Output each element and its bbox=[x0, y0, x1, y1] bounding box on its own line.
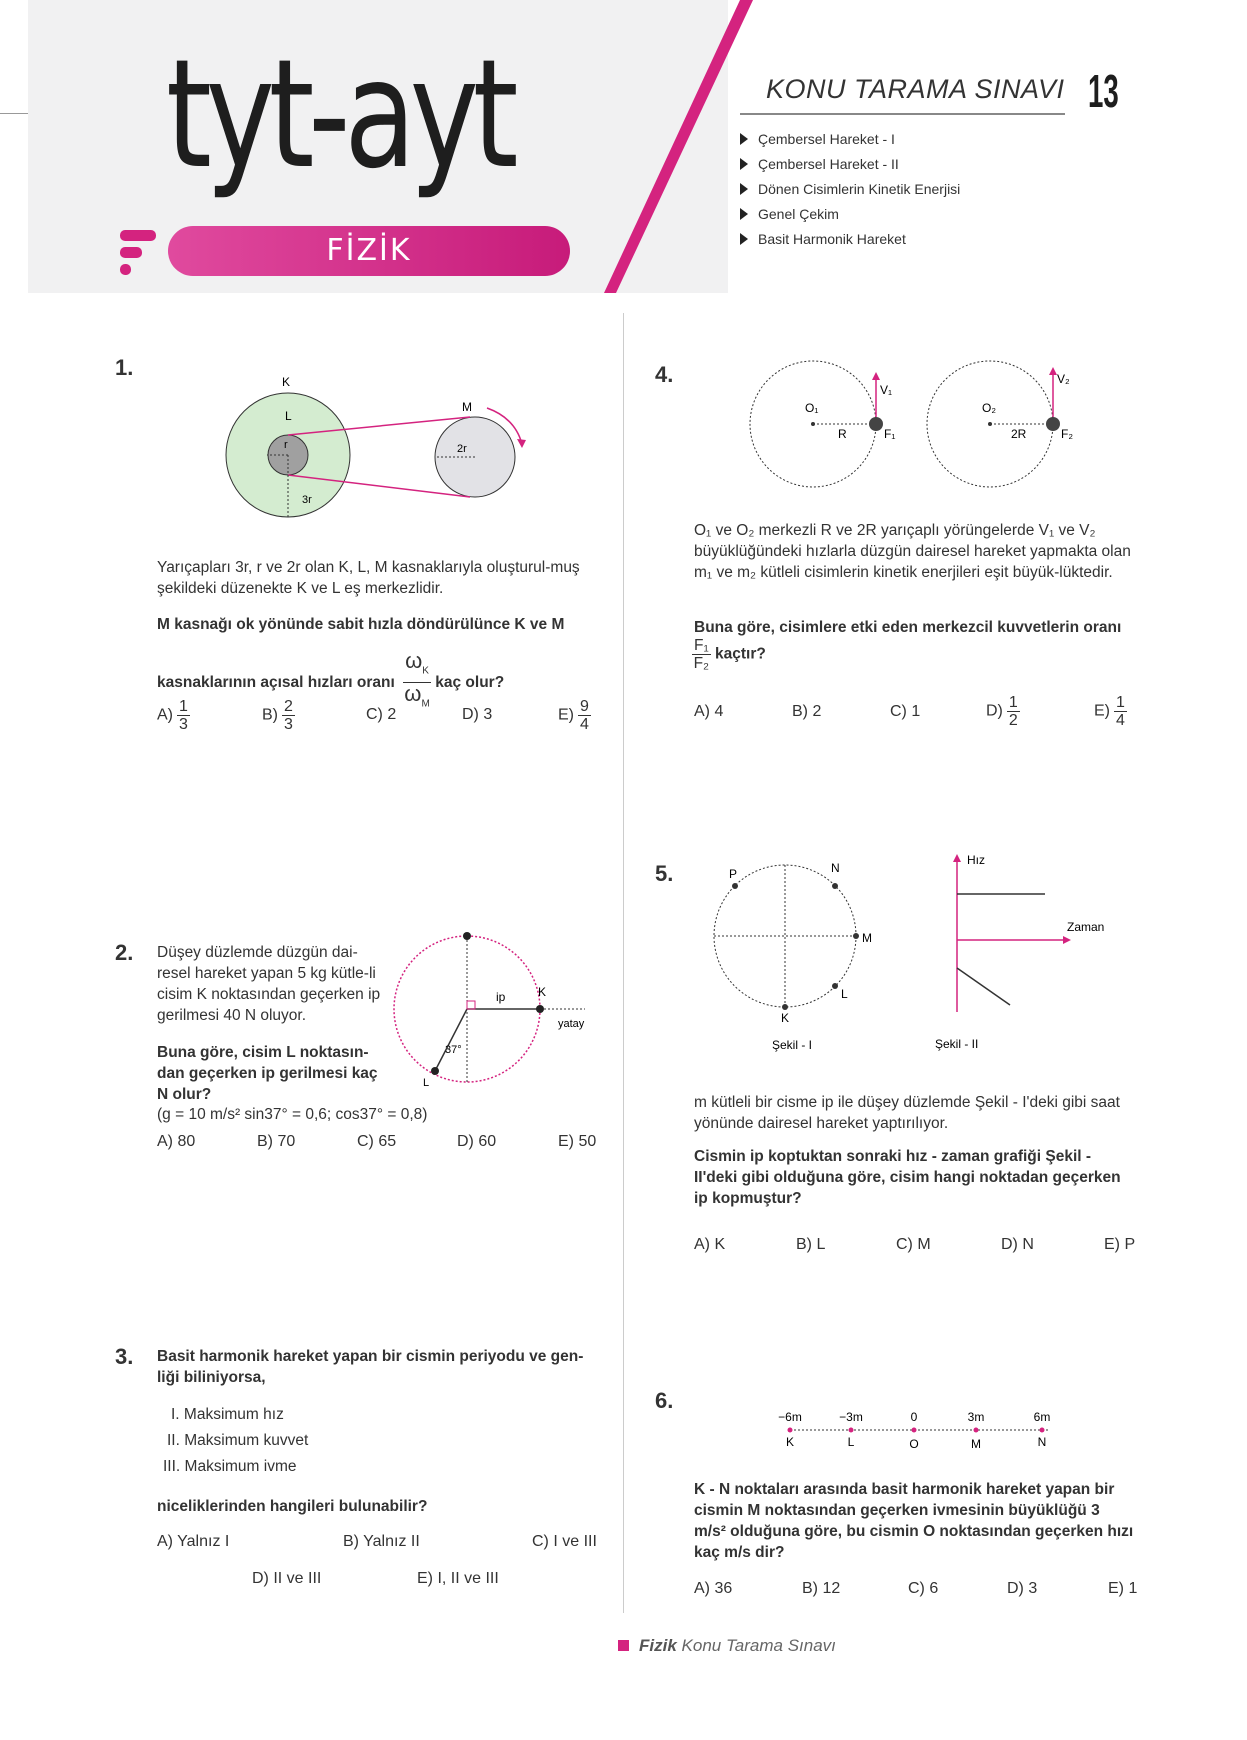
q5-option-a[interactable]: A) K bbox=[694, 1236, 726, 1253]
q1-option-b[interactable]: B) $\frac{2}{3}$ bbox=[262, 698, 293, 733]
q2-label-ip: ip bbox=[496, 990, 506, 1004]
q4-option-c[interactable]: C) 1 bbox=[890, 703, 921, 720]
q4-label-V1: V₁ bbox=[880, 383, 893, 397]
q6-option-b[interactable]: B) 12 bbox=[802, 1580, 841, 1597]
q2-text3: (g = 10 m/s² sin37° = 0,6; cos37° = 0,8) bbox=[157, 1106, 428, 1123]
q6-text1: K - N noktaları arasında basit harmonik hareket yapan bir cismin M noktasından geçerken ivmesinin büyüklüğü 3 m/s² olduğuna göre, bu cismin O noktasından geçerken hızı kaç m/s dir? bbox=[694, 1481, 1134, 1561]
q1-text3-row: kasnaklarının açısal hızları oranı $\frac{\omega_K}{\omega_M}$ kaç olur? bbox=[157, 650, 597, 716]
q1-label-3r: 3r bbox=[302, 494, 312, 506]
subject-pill: FİZİK bbox=[168, 226, 570, 276]
q2-option-a[interactable]: A) 80 bbox=[157, 1133, 196, 1150]
page-footer: Fizik Konu Tarama Sınavı bbox=[618, 1636, 836, 1656]
triangle-bullet-icon bbox=[740, 133, 748, 145]
q4-number: 4. bbox=[655, 362, 674, 387]
q2-option-b[interactable]: B) 70 bbox=[257, 1133, 296, 1150]
header-rule-left bbox=[0, 113, 28, 114]
q4-option-a[interactable]: A) 4 bbox=[694, 703, 724, 720]
q4-label-F2: F₂ bbox=[1061, 427, 1073, 441]
q1-label-M: M bbox=[462, 400, 472, 414]
q4-option-b[interactable]: B) 2 bbox=[792, 703, 822, 720]
q6-option-a[interactable]: A) 36 bbox=[694, 1580, 733, 1597]
q1-text1: Yarıçapları 3r, r ve 2r olan K, L, M kasnaklarıyla oluşturul-muş şekildeki düzenekte K ve L eş merkezlidir. bbox=[157, 559, 580, 597]
topic-item: Genel Çekim bbox=[740, 205, 960, 230]
q4-label-F1: F₁ bbox=[884, 427, 896, 441]
q5-number: 5. bbox=[655, 861, 674, 886]
q4-text2: Buna göre, cisimlere etki eden merkezcil kuvvetlerin oranı bbox=[694, 619, 1122, 636]
q6-number: 6. bbox=[655, 1388, 674, 1413]
q4-label-R: R bbox=[838, 427, 847, 441]
svg-text:3m: 3m bbox=[967, 1410, 985, 1424]
q5-label-K: K bbox=[781, 1011, 790, 1025]
q6-ticks bbox=[778, 1410, 1050, 1424]
triangle-bullet-icon bbox=[740, 158, 748, 170]
exam-title: KONU TARAMA SINAVI bbox=[766, 74, 1065, 104]
q5-option-e[interactable]: E) P bbox=[1104, 1236, 1136, 1253]
svg-text:−3m: −3m bbox=[839, 1410, 863, 1424]
q5-axis-hiz: Hız bbox=[967, 853, 985, 867]
svg-text:N: N bbox=[1037, 1435, 1047, 1449]
topic-item: Çembersel Hareket - I bbox=[740, 130, 960, 155]
q4-orbits-figure bbox=[745, 358, 1095, 493]
topic-item: Dönen Cisimlerin Kinetik Enerjisi bbox=[740, 180, 960, 205]
q3-option-e[interactable]: E) I, II ve III bbox=[417, 1570, 499, 1587]
header-slash bbox=[560, 0, 760, 295]
column-divider bbox=[623, 313, 624, 1613]
q1-omega-ratio: $\frac{\omega_K}{\omega_M}$ bbox=[404, 648, 430, 710]
q5-label-M: M bbox=[862, 931, 872, 945]
q2-text1: Düşey düzlemde düzgün dai-resel hareket yapan 5 kg kütle-li cisim K noktasından geçerken ip gerilmesi 40 N oluyor. bbox=[157, 944, 381, 1024]
q1-option-d[interactable]: D) 3 bbox=[462, 706, 493, 723]
q6-option-e[interactable]: E) 1 bbox=[1108, 1580, 1138, 1597]
q3-option-a[interactable]: A) Yalnız I bbox=[157, 1533, 230, 1550]
q4-label-V2: V₂ bbox=[1057, 372, 1070, 386]
q2-label-K: K bbox=[538, 985, 547, 999]
q6-option-c[interactable]: C) 6 bbox=[908, 1580, 939, 1597]
q4-label-O2: O₂ bbox=[982, 401, 996, 415]
q3-option-d[interactable]: D) II ve III bbox=[252, 1570, 322, 1587]
q2-label-yatay: yatay bbox=[558, 1018, 585, 1030]
q5-label-L: L bbox=[841, 987, 848, 1001]
q5-label-P: P bbox=[729, 867, 738, 881]
svg-text:−6m: −6m bbox=[778, 1410, 802, 1424]
q5-option-d[interactable]: D) N bbox=[1001, 1236, 1034, 1253]
svg-text:O: O bbox=[909, 1437, 919, 1451]
svg-text:6m: 6m bbox=[1033, 1410, 1051, 1424]
q3-text2: niceliklerinden hangileri bulunabilir? bbox=[157, 1498, 428, 1515]
svg-text:L: L bbox=[847, 1435, 855, 1449]
footer-square-icon bbox=[618, 1640, 629, 1651]
q6-points bbox=[786, 1435, 1046, 1451]
q5-axis-zaman: Zaman bbox=[1067, 920, 1105, 934]
q1-option-c[interactable]: C) 2 bbox=[366, 706, 397, 723]
q2-label-L: L bbox=[423, 1077, 430, 1089]
q3-item-3: III. Maksimum ivme bbox=[163, 1458, 297, 1475]
q1-option-e[interactable]: E) $\frac{9}{4}$ bbox=[558, 698, 589, 733]
topic-item: Basit Harmonik Hareket bbox=[740, 230, 960, 255]
q2-number: 2. bbox=[115, 940, 134, 965]
q5-option-c[interactable]: C) M bbox=[896, 1236, 931, 1253]
q3-item-2: II. Maksimum kuvvet bbox=[167, 1432, 309, 1449]
q3-number: 3. bbox=[115, 1344, 134, 1369]
q5-sekil2: Şekil - II bbox=[935, 1037, 979, 1051]
q5-label-N: N bbox=[831, 861, 840, 875]
q5-text1: m kütleli bir cisme ip ile düşey düzlemde Şekil - I'deki gibi saat yönünde dairesel hareket yaptırılıyor. bbox=[694, 1094, 1120, 1132]
q1-number: 1. bbox=[115, 355, 134, 380]
q1-label-2r: 2r bbox=[457, 443, 467, 455]
triangle-bullet-icon bbox=[740, 183, 748, 195]
q2-option-c[interactable]: C) 65 bbox=[357, 1133, 397, 1150]
q5-sekil1: Şekil - I bbox=[772, 1038, 813, 1052]
f-logo-icon bbox=[118, 226, 158, 280]
exam-number: 13 bbox=[1088, 65, 1119, 117]
triangle-bullet-icon bbox=[740, 208, 748, 220]
q2-label-angle: 37° bbox=[445, 1044, 462, 1056]
q2-text2: Buna göre, cisim L noktasın-dan geçerken ip gerilmesi kaç N olur? bbox=[157, 1044, 378, 1103]
q4-text3-row: $\frac{\text{F₁}}{\text{F₂}}$ kaçtır? bbox=[693, 637, 766, 672]
q3-text1: Basit harmonik hareket yapan bir cismin periyodu ve gen-liği biliniyorsa, bbox=[157, 1348, 584, 1386]
q3-option-b[interactable]: B) Yalnız II bbox=[343, 1533, 420, 1550]
q1-label-L: L bbox=[285, 409, 292, 423]
q1-label-K: K bbox=[282, 375, 291, 389]
q6-option-d[interactable]: D) 3 bbox=[1007, 1580, 1038, 1597]
q5-text2: Cismin ip koptuktan sonraki hız - zaman grafiği Şekil - II'deki gibi olduğuna göre, cisim hangi noktadan geçerken ip kopmuştur? bbox=[694, 1148, 1121, 1207]
q5-option-b[interactable]: B) L bbox=[796, 1236, 826, 1253]
q3-item-1: I. Maksimum hız bbox=[171, 1406, 284, 1423]
exam-title-rule bbox=[740, 113, 1065, 115]
svg-text:M: M bbox=[971, 1437, 981, 1451]
q2-option-e[interactable]: E) 50 bbox=[558, 1133, 597, 1150]
q6-number-line bbox=[760, 1405, 1080, 1455]
topic-list bbox=[740, 130, 960, 255]
q5-figure bbox=[705, 850, 1145, 1060]
q2-option-d[interactable]: D) 60 bbox=[457, 1133, 497, 1150]
topic-item: Çembersel Hareket - II bbox=[740, 155, 960, 180]
svg-text:K: K bbox=[785, 1435, 795, 1449]
q4-option-d[interactable]: D) $\frac{1}{2}$ bbox=[986, 694, 1018, 729]
q4-option-e[interactable]: E) $\frac{1}{4}$ bbox=[1094, 694, 1125, 729]
q4-force-ratio: $\frac{\text{F₁}}{\text{F₂}}$ bbox=[693, 637, 710, 672]
svg-text:0: 0 bbox=[910, 1410, 918, 1424]
q1-label-r: r bbox=[284, 439, 288, 451]
q1-option-a[interactable]: A) $\frac{1}{3}$ bbox=[157, 698, 188, 733]
q4-label-O1: O₁ bbox=[805, 401, 819, 415]
q4-text1: O₁ ve O₂ merkezli R ve 2R yarıçaplı yörüngelerde V₁ ve V₂ büyüklüğündeki hızlarla düzgün dairesel hareket yapmakta olan m₁ ve m₂ kütleli cisimlerin kinetik enerjileri eşit büyük-lüktedir. bbox=[694, 522, 1131, 581]
q1-text2: M kasnağı ok yönünde sabit hızla döndürülünce K ve M bbox=[157, 616, 565, 633]
q2-vertical-circle-figure bbox=[390, 928, 600, 1098]
q4-label-2R: 2R bbox=[1011, 427, 1027, 441]
brand-logo: tyt-ayt bbox=[166, 28, 513, 202]
triangle-bullet-icon bbox=[740, 233, 748, 245]
q1-pulley-figure bbox=[215, 370, 535, 520]
q3-option-c[interactable]: C) I ve III bbox=[532, 1533, 597, 1550]
